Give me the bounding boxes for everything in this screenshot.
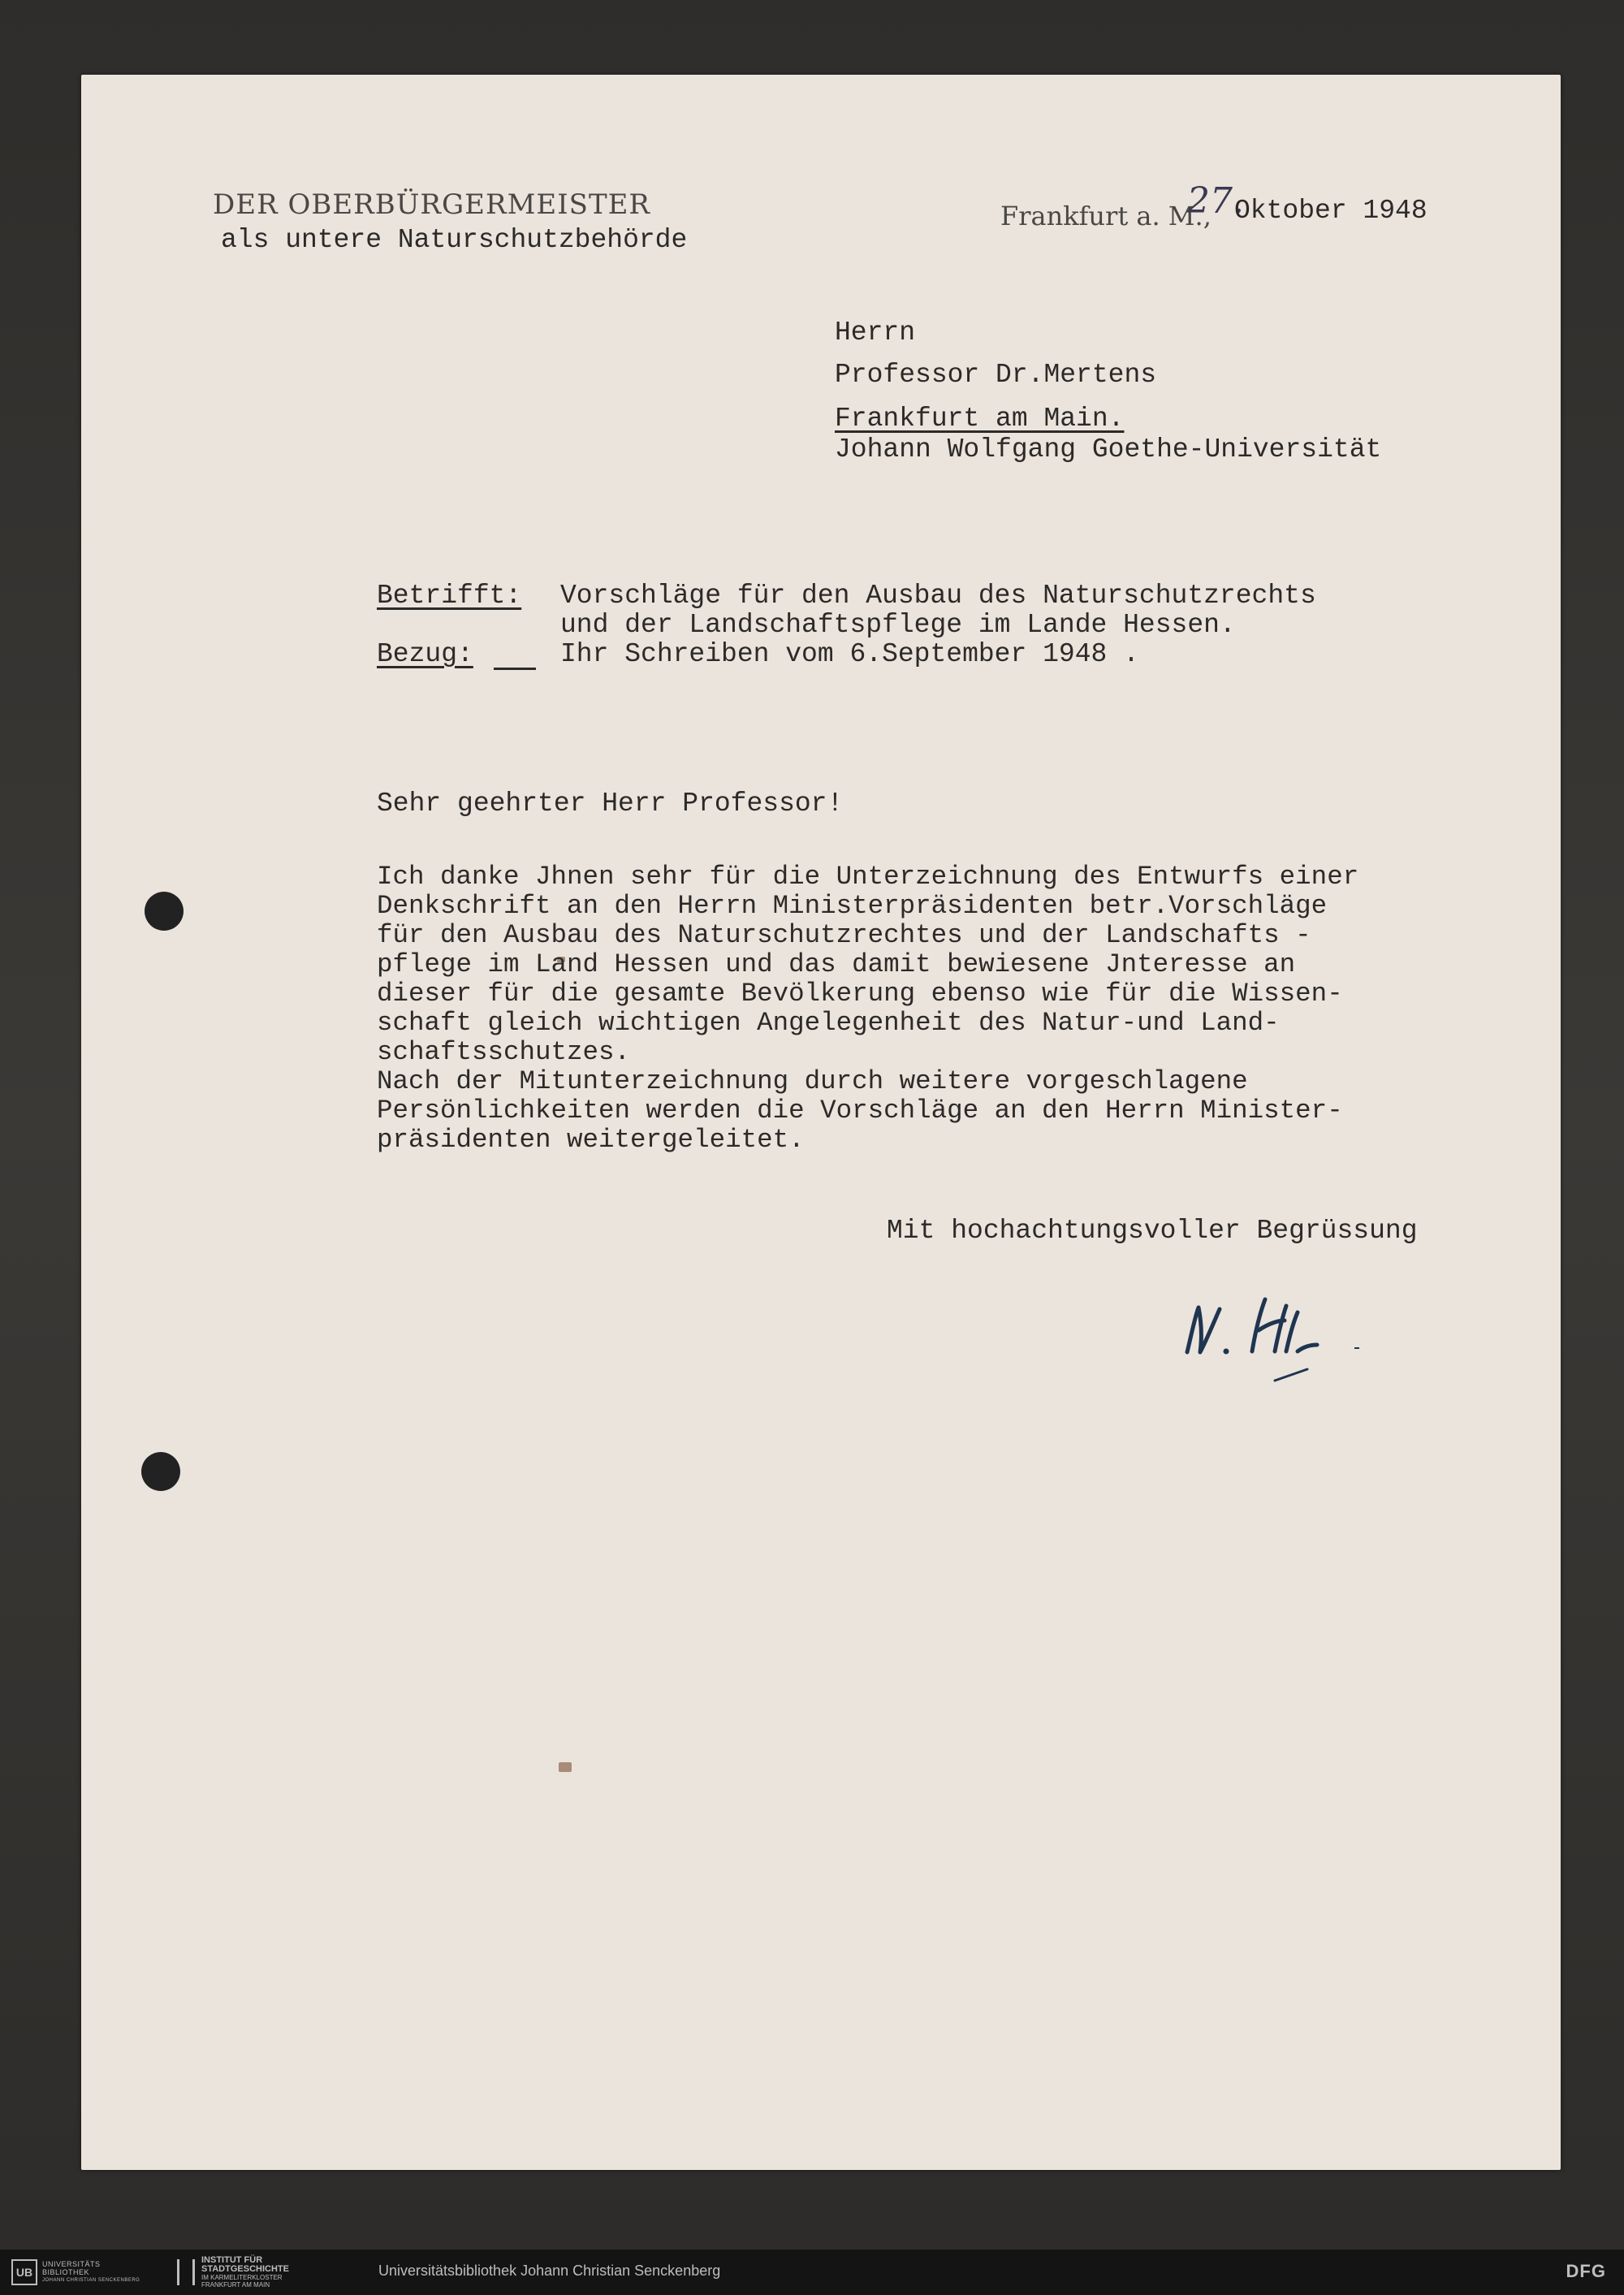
punch-hole-upper [145,892,184,931]
letterhead-title: DER OBERBÜRGERMEISTER [213,188,651,221]
ub-logo-text-line: JOHANN CHRISTIAN SENCKENBERG [42,2278,140,2283]
body-line: schaftsschutzes. [377,1037,631,1067]
body-line: Persönlichkeiten werden die Vorschläge an den Herrn Minister- [377,1096,1343,1126]
institute-logo [177,2255,289,2289]
reference-label: Bezug: [377,639,473,669]
body-line: Ich danke Jhnen sehr für die Unterzeichnung des Entwurfs einer [377,862,1359,892]
archive-footer-bar [0,2250,1624,2295]
subject-line-1: Vorschläge für den Ausbau des Naturschutzrechts [560,581,1316,611]
ub-logo [11,2259,140,2285]
body-line: für den Ausbau des Naturschutzrechtes und der Landschafts - [377,920,1311,950]
institute-logo-mark [177,2259,195,2285]
reference-text: Ihr Schreiben vom 6.September 1948 . [560,639,1139,669]
body-line: Denkschrift an den Herrn Ministerpräsidenten betr.Vorschläge [377,891,1328,921]
handwritten-signature [1177,1267,1372,1397]
ub-logo-text-line: BIBLIOTHEK [42,2268,90,2276]
punch-hole-lower [141,1452,180,1491]
dateline-month-year: Oktober 1948 [1234,196,1427,226]
dfg-logo: DFG [1566,2261,1606,2281]
greeting: Sehr geehrter Herr Professor! [377,789,844,819]
body-line: präsidenten weitergeleitet. [377,1125,805,1155]
closing: Mit hochachtungsvoller Begrüssung [887,1216,1418,1246]
institute-sub-line: FRANKFURT AM MAIN [201,2281,270,2289]
dateline-day-handwritten: 27. [1187,180,1244,222]
subject-line-2: und der Landschaftspflege im Lande Hessen. [560,610,1236,640]
dateline-place: Frankfurt a. M., [1000,201,1212,231]
body-line: pflege im Land Hessen und das damit bewiesene Jnteresse an [377,949,1296,979]
recipient-institution: Johann Wolfgang Goethe-Universität [835,434,1382,465]
recipient-name: Professor Dr.Mertens [835,360,1157,390]
body-line: schaft gleich wichtigen Angelegenheit des Natur-und Land- [377,1008,1280,1038]
paper-stain [559,1762,572,1772]
ub-logo-text [42,2260,140,2284]
recipient-city: Frankfurt am Main. [835,404,1125,434]
recipient-salutation: Herrn [835,318,916,348]
letterhead-subtitle: als untere Naturschutzbehörde [221,225,688,255]
library-name: Universitätsbibliothek Johann Christian Senckenberg [378,2263,721,2279]
ub-logo-mark: UB [11,2259,37,2285]
institute-sub-line: IM KARMELITERKLOSTER [201,2274,283,2281]
body-line: Nach der Mitunterzeichnung durch weitere vorgeschlagene [377,1066,1248,1096]
institute-title-line: STADTGESCHICHTE [201,2264,289,2274]
institute-logo-text [201,2256,289,2289]
reference-dash-rule [494,668,536,670]
ub-logo-text-line: UNIVERSITÄTS [42,2260,101,2268]
subject-label: Betrifft: [377,581,522,611]
body-line: dieser für die gesamte Bevölkerung ebenso wie für die Wissen- [377,979,1343,1009]
institute-title-line: INSTITUT FÜR [201,2255,263,2265]
